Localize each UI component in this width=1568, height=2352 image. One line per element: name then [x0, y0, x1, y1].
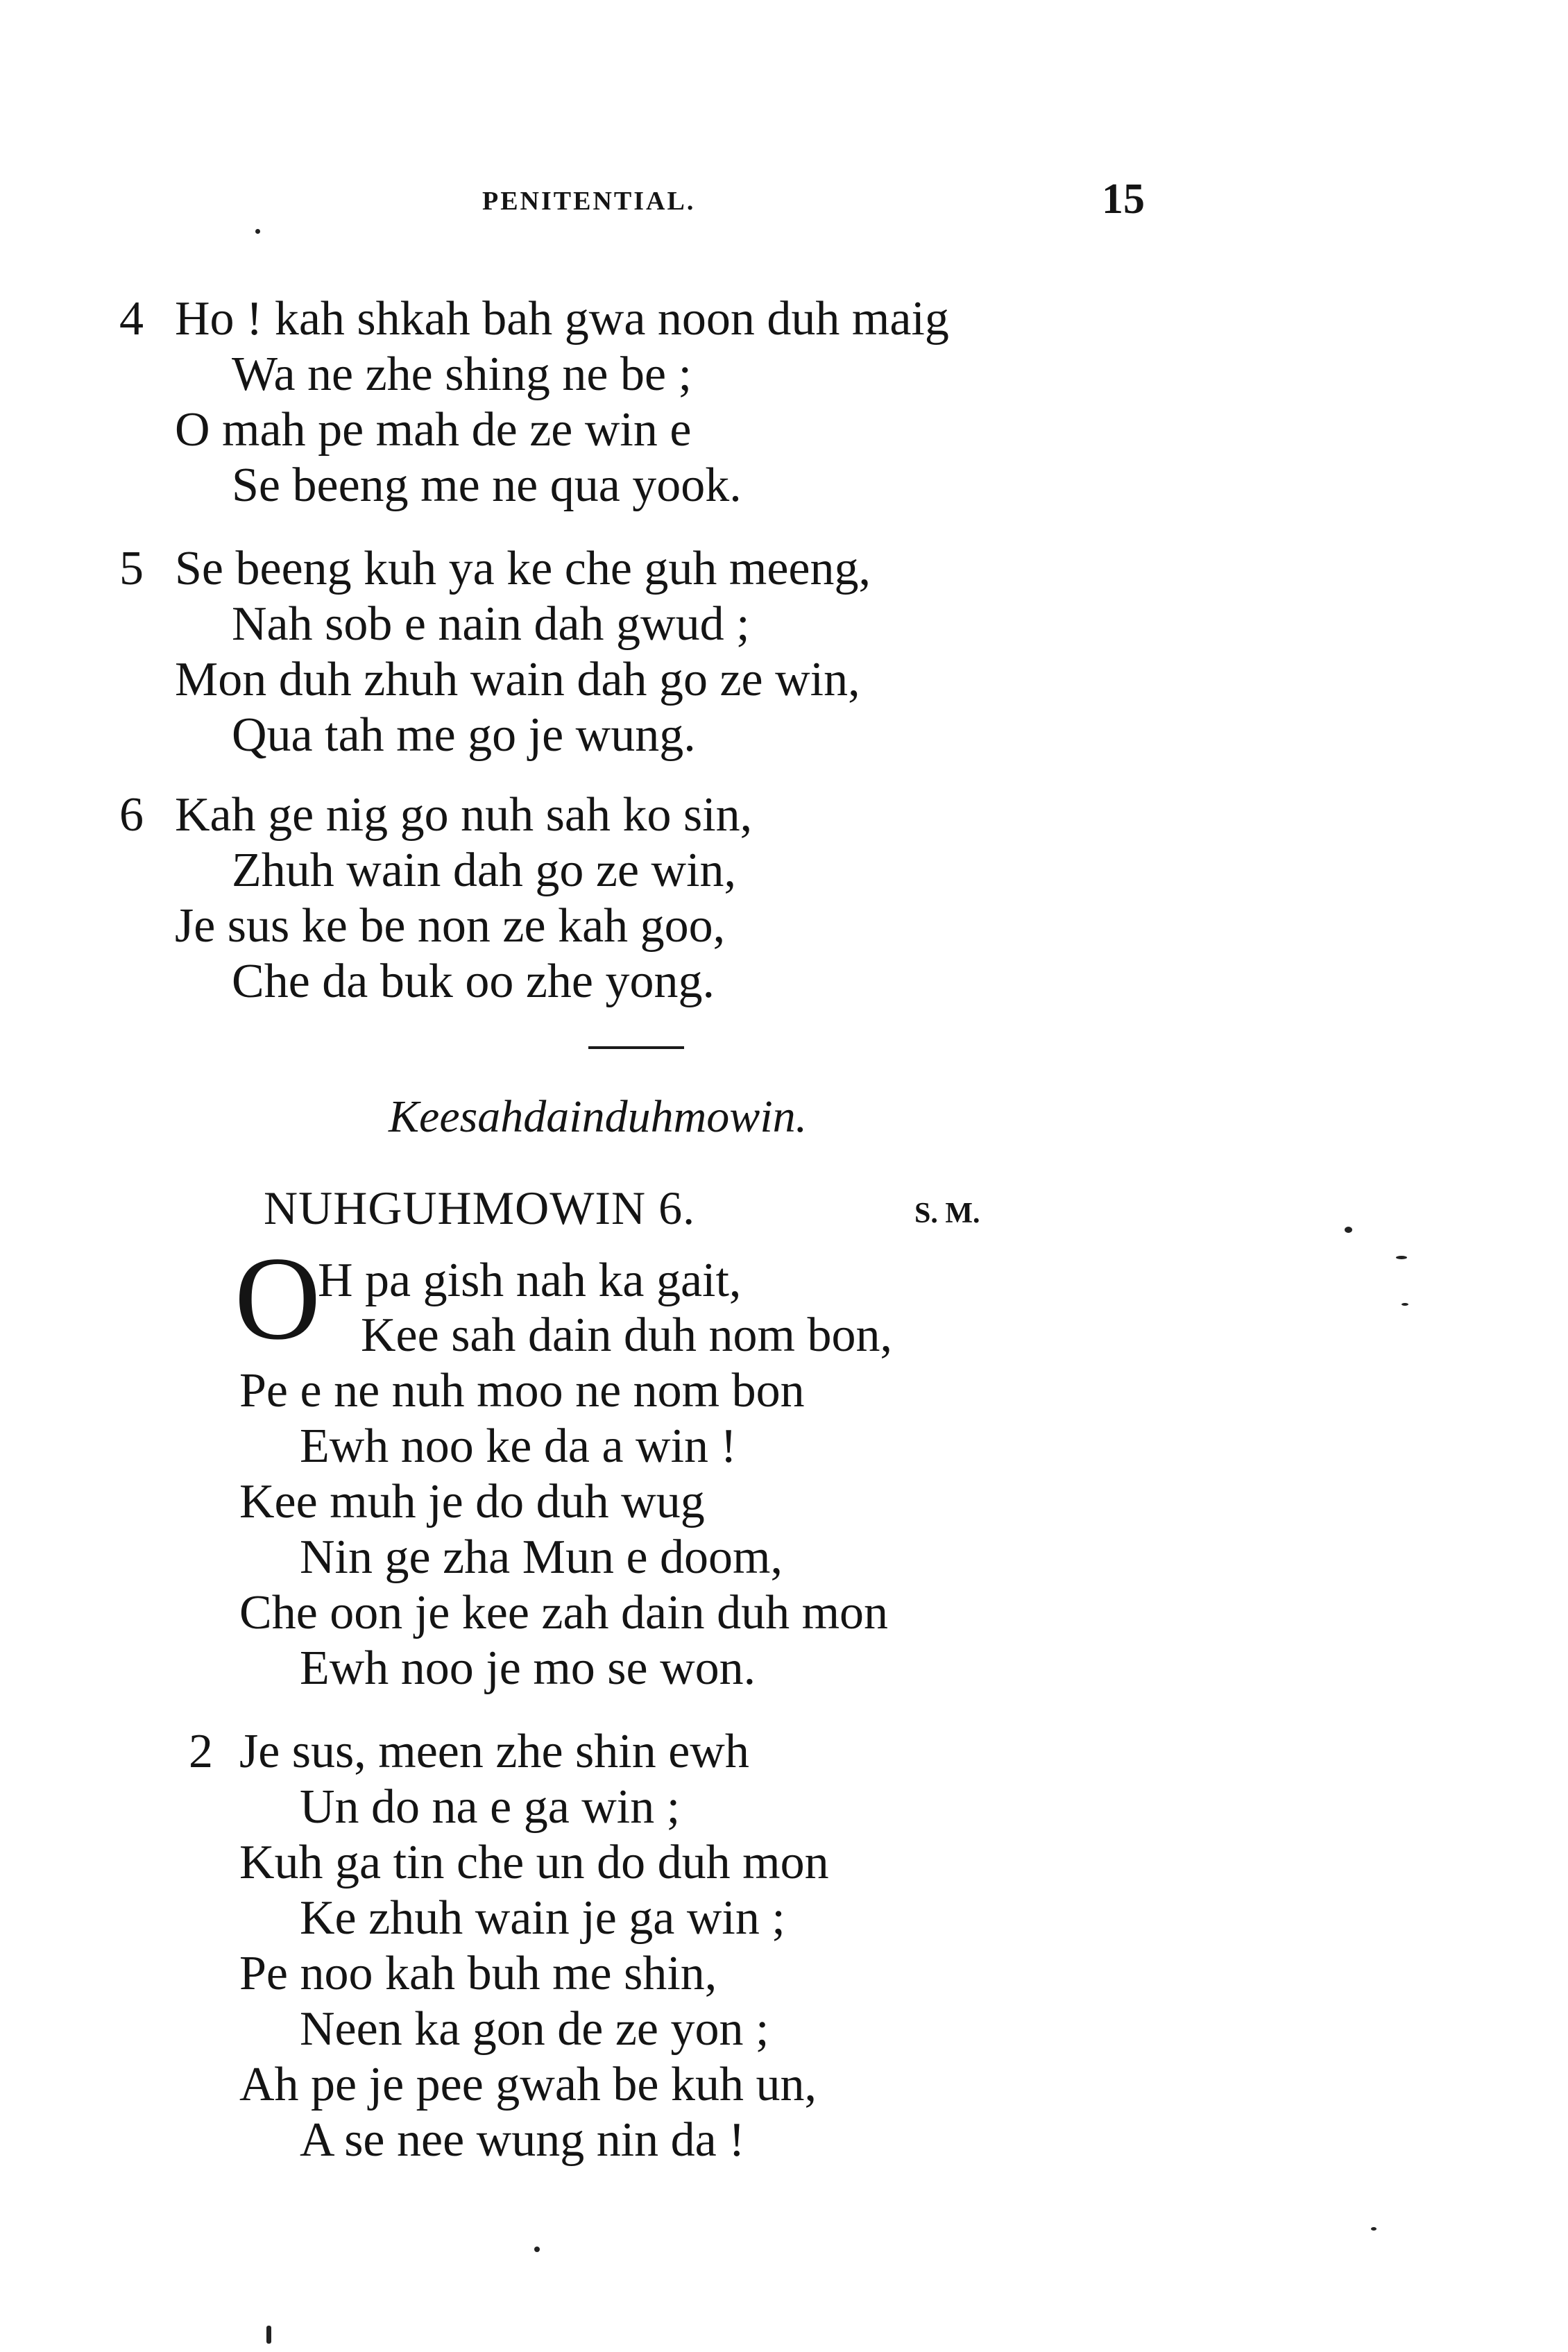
scan-speck: [1371, 2227, 1377, 2231]
verse-line: Kah ge nig go nuh sah ko sin,: [175, 788, 753, 842]
scan-speck: [1401, 1303, 1408, 1306]
meter-label: S. M.: [914, 1198, 980, 1229]
scan-speck: [266, 2326, 271, 2344]
scan-speck: [1345, 1227, 1352, 1233]
page-number: 15: [1102, 176, 1145, 223]
scan-speck: [1396, 1256, 1407, 1259]
verse-line: Che oon je kee zah dain duh mon: [239, 1586, 889, 1639]
verse-line: Un do na e ga win ;: [300, 1780, 681, 1834]
verse-line: Ke zhuh wain je ga win ;: [300, 1891, 785, 1945]
verse-line: Je sus ke be non ze kah goo,: [175, 899, 726, 953]
verse-line: Pe e ne nuh moo ne nom bon: [239, 1364, 805, 1417]
verse-line: Ewh noo ke da a win !: [300, 1420, 737, 1473]
running-title: PENITENTIAL.: [482, 187, 696, 216]
verse-line: Pe noo kah buh me shin,: [239, 1947, 717, 2000]
verse-line: O mah pe mah de ze win e: [175, 403, 692, 457]
verse-line: Nin ge zha Mun e doom,: [300, 1531, 783, 1584]
verse-line: Mon duh zhuh wain dah go ze win,: [175, 653, 860, 706]
verse-line: Se beeng me ne qua yook.: [232, 459, 742, 512]
verse-line: Che da buk oo zhe yong.: [232, 955, 715, 1008]
verse-line: Zhuh wain dah go ze win,: [232, 844, 737, 897]
verse-line: Kee sah dain duh nom bon,: [361, 1309, 892, 1362]
verse-number: 5: [119, 542, 144, 595]
verse-line: Je sus, meen zhe shin ewh: [239, 1725, 749, 1778]
verse-line: Ewh noo je mo se won.: [300, 1642, 756, 1695]
verse-number: 4: [119, 292, 144, 346]
scan-speck: [534, 2247, 540, 2252]
verse-line: A se nee wung nin da !: [300, 2113, 745, 2167]
section-title: Keesahdainduhmowin.: [389, 1091, 808, 1142]
verse-number: 2: [189, 1725, 213, 1778]
verse-line: Se beeng kuh ya ke che guh meeng,: [175, 542, 871, 595]
verse-line: Ho ! kah shkah bah gwa noon duh maig: [175, 292, 949, 346]
verse-line: Neen ka gon de ze yon ;: [300, 2002, 769, 2056]
drop-cap: O: [235, 1233, 321, 1365]
scan-speck: [255, 229, 260, 234]
verse-line: Qua tah me go je wung.: [232, 708, 696, 762]
verse-line: H pa gish nah ka gait,: [318, 1254, 742, 1307]
hymn-number: NUHGUHMOWIN 6.: [264, 1182, 696, 1234]
verse-number: 6: [119, 788, 144, 842]
verse-line: Wa ne zhe shing ne be ;: [232, 348, 692, 401]
verse-line: Kee muh je do duh wug: [239, 1475, 705, 1528]
section-divider: [588, 1046, 684, 1049]
verse-line: Nah sob e nain dah gwud ;: [232, 597, 750, 651]
verse-line: Kuh ga tin che un do duh mon: [239, 1836, 829, 1889]
verse-line: Ah pe je pee gwah be kuh un,: [239, 2058, 817, 2111]
